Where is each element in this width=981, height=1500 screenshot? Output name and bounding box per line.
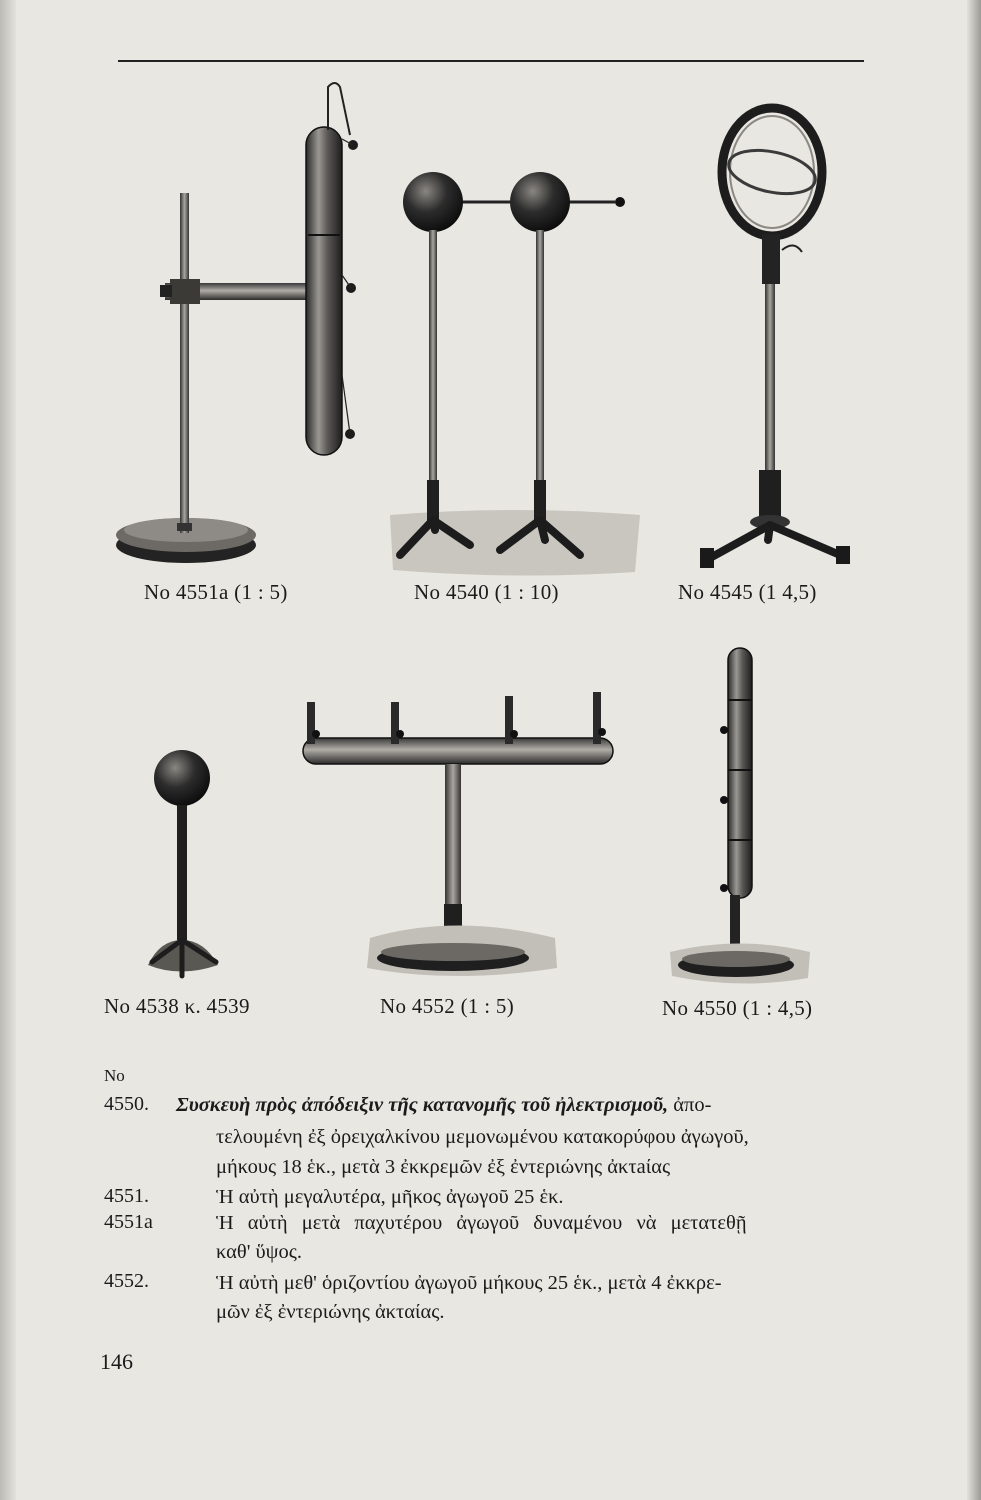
figure-4550-illustration (670, 640, 820, 985)
caption-4545: No 4545 (1 4,5) (678, 580, 817, 604)
caption-4550: No 4550 (1 : 4,5) (662, 996, 813, 1020)
figure-4552-illustration (295, 688, 625, 988)
page-number: 146 (100, 1349, 133, 1374)
caption-4552: No 4552 (1 : 5) (380, 994, 514, 1018)
caption-4540: No 4540 (1 : 10) (414, 580, 559, 604)
entry-4551a-line-1: Ἡ αὐτὴ μετὰ παχυτέρου ἀγωγοῦ δυναμένου νὰ μετατεθῇ (216, 1212, 747, 1234)
header-rule (118, 60, 864, 62)
entry-4550-title: Συσκευὴ πρὸς ἀπόδειξιν τῆς κατανομῆς τοῦ ἠλεκτρισμοῦ, (176, 1094, 669, 1116)
entry-4550-line-1 (176, 1092, 711, 1118)
entry-4550-line-1-rest: ἀπο- (673, 1094, 712, 1116)
figure-4540-illustration (385, 160, 645, 580)
scan-edge-left (0, 0, 16, 1500)
caption-4538: No 4538 κ. 4539 (104, 994, 250, 1018)
figure-4538-illustration (140, 740, 240, 990)
figure-4551a-illustration (110, 75, 380, 575)
entry-4551a-line-2: καθ' ὕψος. (216, 1241, 303, 1263)
scan-edge-right (967, 0, 981, 1500)
entry-number-4550: 4550. (104, 1093, 149, 1115)
entry-4550-line-2: τελουμένη ἐξ ὀρειχαλκίνου μεμονωμένου κατακορύφου ἀγωγοῦ, (216, 1126, 749, 1148)
entry-number-4551a: 4551a (104, 1211, 153, 1233)
entry-4552-line-2: μῶν ἐξ ἐντεριώνης ἀκταίας. (216, 1301, 445, 1323)
figure-4545-illustration (690, 100, 870, 580)
entry-number-4551: 4551. (104, 1185, 149, 1207)
entry-4552-line-1: Ἡ αὐτὴ μεθ' ὁριζοντίου ἀγωγοῦ μήκους 25 ἑκ., μετὰ 4 ἐκκρε- (216, 1272, 722, 1294)
caption-4551a: No 4551a (1 : 5) (144, 580, 288, 604)
entry-number-4552: 4552. (104, 1270, 149, 1292)
entries-header: No (104, 1066, 125, 1085)
entry-4550-line-3: μήκους 18 ἑκ., μετὰ 3 ἐκκρεμῶν ἐξ ἐντεριώνης ἀκτaίας (216, 1156, 671, 1178)
entry-4551-line-1: Ἡ αὐτὴ μεγαλυτέρα, μῆκος ἀγωγοῦ 25 ἑκ. (216, 1186, 564, 1208)
